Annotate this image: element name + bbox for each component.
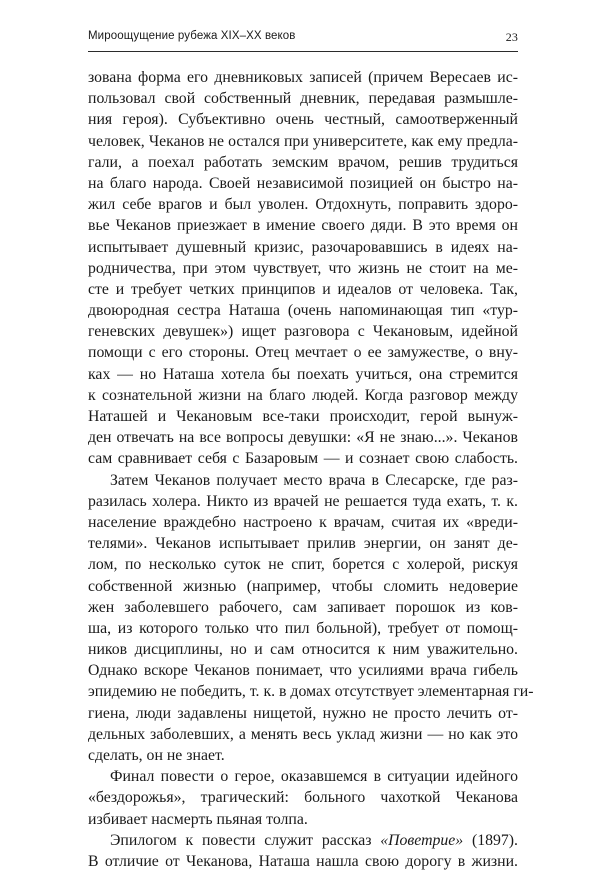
text-line: ден отвечать на все вопросы девушки: «Я не знаю...». Чеканов [88,429,518,447]
body-text [88,67,534,872]
text-line: Наташей и Чекановым все-таки происходит, герой вынуж- [88,408,518,425]
text-line: население враждебно настроено к врачам, считая их «вреди- [88,513,518,531]
text-line: собственной жизнью (например, чтобы сломить недоверие [88,577,518,595]
text-line: сам сравнивает себя с Базаровым — и сознает свою слабость. [88,450,518,468]
text-line: человек, Чеканов не остался при университете, как ему предла- [88,132,518,150]
text-line: двоюродная сестра Наташа (очень напоминающая тип «тур- [88,302,518,320]
text-line: ша, из которого только что пил больной), требует от помощ- [88,619,518,637]
text-line: эпидемию не победить, т. к. в домах отсутствует элементарная ги- [88,683,534,701]
text-line: геневских девушек») ищет разговора с Чекановым, идейной [88,323,518,341]
text-line: вье Чеканов приезжает в имение своего дяди. В это время он [88,217,518,235]
text-line: испытывает душевный кризис, разочаровавшись в идеях на- [88,238,518,256]
text-line: сделать, он не знает. [88,747,225,764]
text-line: «бездорожья», трагический: больного чахоткой Чеканова [88,789,518,807]
epilogue-line [88,830,518,851]
story-title: «Поветрие» [380,831,464,849]
text-line: гиена, люди задавлены нищетой, нужно не просто лечить от- [88,704,518,722]
text-line: избивает насмерть пьяная толпа. [88,810,308,828]
header-rule [88,51,518,52]
text-line: разилась холера. Никто из врачей не решается туда ехать, т. к. [88,492,518,510]
text-line: жил себе врагов и был уволен. Отдохнуть, поправить здоро- [88,196,518,214]
text-line: к сознательной жизни на благо людей. Когда разговор между [88,386,518,404]
running-head [88,30,518,48]
text-line: родничества, при этом чувствует, что жизнь не стоит на ме- [88,259,518,277]
text-line: на благо народа. Своей независимой позицией он быстро на- [88,174,518,192]
page-number: 23 [505,30,518,44]
text-line: В отличие от Чеканова, Наташа нашла свою дорогу в жизни. [88,852,518,870]
text-line: телями». Чеканов испытывает прилив энергии, он занят де- [88,535,518,553]
story-year: (1897). [463,831,519,849]
text-line: Финал повести о герое, оказавшемся в ситуации идейного [110,768,518,786]
text-line: сте и требует четких принципов и идеалов от человека. Так, [88,280,518,298]
text-line: ках — но Наташа хотела бы поехать учиться, она стремится [88,365,518,383]
text-line: пользовал свой собственный дневник, передавая размышле- [88,90,518,108]
text-line: Однако вскоре Чеканов понимает, что усилиями врача гибель [88,662,518,680]
text-line: Эпилогом к повести служит рассказ [110,831,381,849]
text-line: ников дисциплины, но и сам относится к ним уважительно. [88,641,518,659]
text-line: дельных заболевших, а менять весь уклад жизни — но как это [88,725,518,743]
text-line: ния героя). Субъективно очень честный, самоотверженный [88,111,518,129]
text-line: жен заболевшего рабочего, сам запивает порошок из ков- [88,598,518,616]
text-line: зована форма его дневниковых записей (причем Вересаев ис- [88,69,518,86]
text-line: лом, по несколько суток не спит, борется с холерой, рискуя [88,556,518,574]
text-line: гали, а поехал работать земским врачом, решив трудиться [88,153,518,171]
text-line: помощи с его стороны. Отец мечтает о ее замужестве, о вну- [88,344,518,362]
running-title: Мироощущение рубежа XIX–XX веков [88,30,296,42]
text-line: Затем Чеканов получает место врача в Слесарске, где раз- [110,471,518,489]
